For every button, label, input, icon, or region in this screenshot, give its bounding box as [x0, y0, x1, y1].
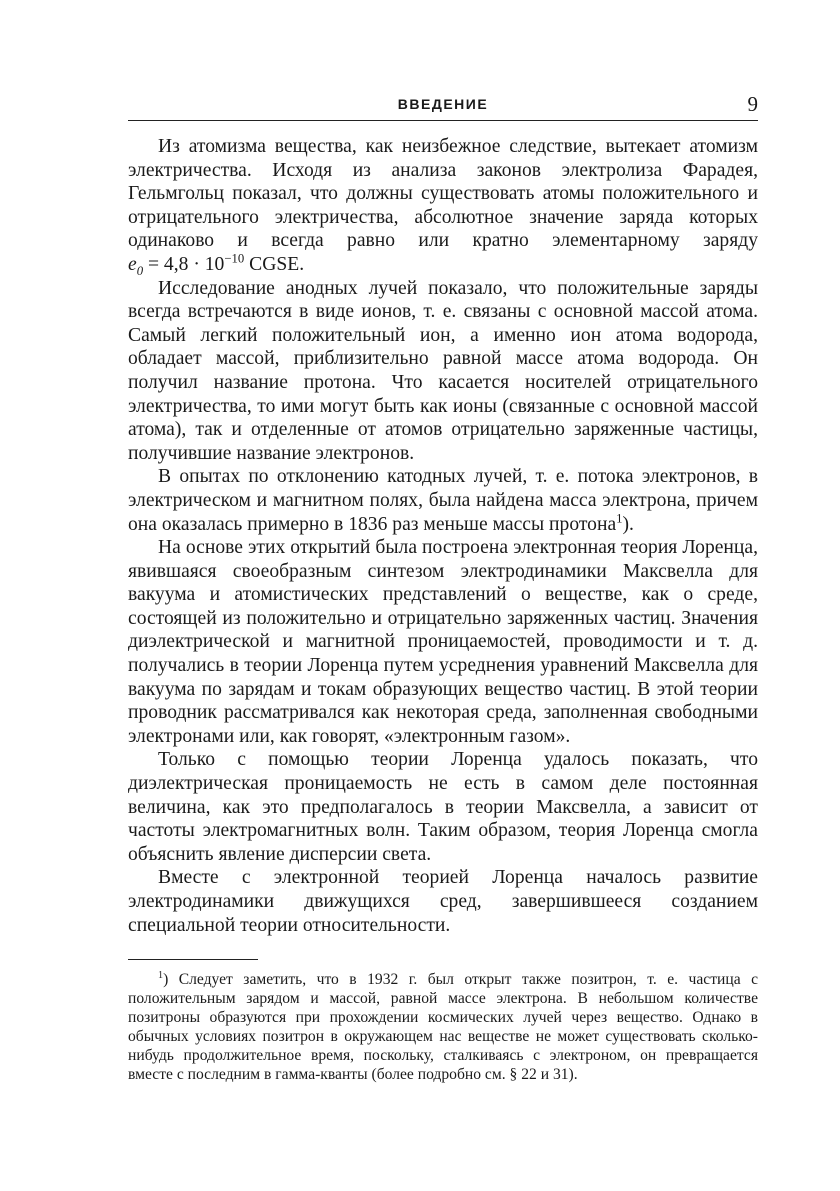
formula-exponent: −10: [224, 251, 245, 266]
footnote-mark: 1: [158, 970, 164, 981]
paragraph-3-end: ).: [622, 513, 634, 535]
paragraph-3: [128, 465, 758, 536]
footnote-text: ) Следует заметить, что в 1932 г. был открыт также позитрон, т. е. частица с положительным зарядом и массой, равной массе электрона. В небольшом количестве позитроны образуются при прохождении космических лучей через вещество. Однако в обычных условиях позитрон в окружающем нас веществе не может существовать сколько-нибудь продолжительное время, поскольку, сталкиваясь с электроном, он превращается вместе с последним в гамма-кванты (более подробно см. § 22 и 31).: [128, 971, 758, 1084]
book-page: [128, 92, 758, 1084]
paragraph-5: Только с помощью теории Лоренца удалось показать, что диэлектрическая проницаемость не есть в самом деле постоянная величина, как это предполагалось в теории Максвелла, а зависит от частоты электромагнитных волн. Таким образом, теория Лоренца смогла объяснить явление дисперсии света.: [128, 749, 758, 865]
paragraph-6: Вместе с электронной теорией Лоренца началось развитие электродинамики движущихся сред, завершившееся созданием специальной теории относительности.: [128, 867, 758, 936]
main-text: [128, 135, 758, 937]
paragraph-4: На основе этих открытий была построена электронная теория Лоренца, явившаяся своеобразным синтезом электродинамики Максвелла для вакуума и атомистических представлений о веществе, как о среде, состоящей из положительно и отрицательно заряженных частиц. Значения диэлектрической и магнитной проницаемостей, проводимости и т. д. получались в теории Лоренца путем усреднения уравнений Максвелла для вакуума по зарядам и токам образующих вещество частиц. В этой теории проводник рассматривался как некоторая среда, заполненная свободными электронами или, как говорят, «электронным газом».: [128, 537, 758, 747]
footnote-divider: [128, 959, 258, 960]
paragraph-1: [128, 135, 758, 277]
running-title: ВВЕДЕНИЕ: [397, 96, 489, 112]
page-number: 9: [747, 92, 758, 116]
formula-unit: CGSE.: [244, 253, 305, 275]
paragraph-1-text: Из атомизма вещества, как неизбежное следствие, вытекает атомизм электричества. Исходя из анализа законов электролиза Фарадея, Гельмгольц показал, что должны существовать атомы положительного и отрицательного электричества, абсолютное значение заряда которых одинаково и всегда равно или кратно элементарному заряду: [128, 136, 758, 252]
elementary-charge-formula: [128, 251, 305, 278]
formula-value: = 4,8 · 10: [143, 253, 225, 275]
formula-subscript: 0: [136, 263, 144, 278]
footnote: [128, 970, 758, 1084]
formula-var: e: [128, 253, 137, 275]
paragraph-2: Исследование анодных лучей показало, что положительные заряды всегда встречаются в виде ионов, т. е. связаны с основной массой атома. Самый легкий положительный ион, а именно ион атома водорода, обладает массой, приблизительно равной массе атома водорода. Он получил название протона. Что касается носителей отрицательного электричества, то ими могут быть как ионы (связанные с основной массой атома), так и отделенные от атомов отрицательно заряженные частицы, получившие название электронов.: [128, 277, 758, 464]
running-header: [128, 92, 758, 121]
paragraph-3-text: В опытах по отклонению катодных лучей, т. е. потока электронов, в электрическом и магнитном полях, была найдена масса электрона, причем она оказалась примерно в 1836 раз меньше массы протона: [128, 466, 758, 535]
footnote-reference[interactable]: 1: [616, 510, 623, 525]
